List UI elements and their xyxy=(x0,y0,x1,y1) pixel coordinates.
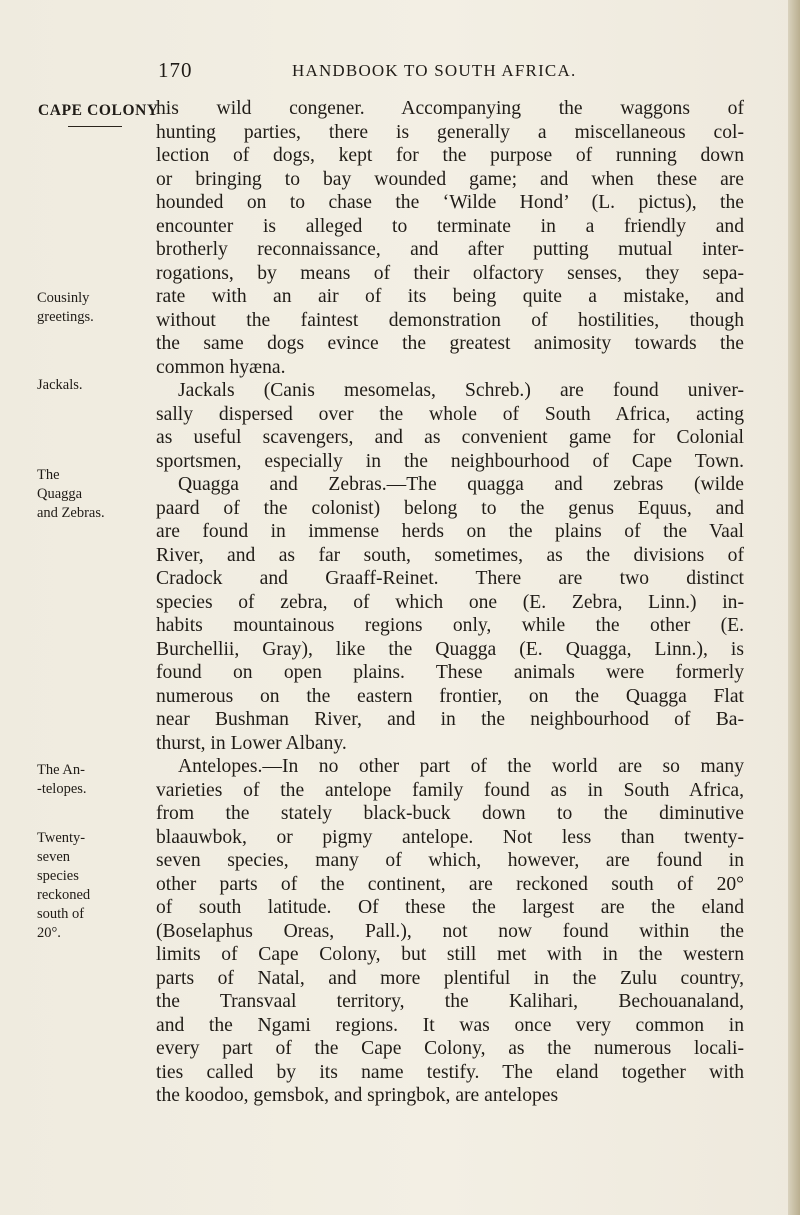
text-line: are found in immense herds on the plains of the Vaal xyxy=(156,521,744,542)
text-line: lection of dogs, kept for the purpose of running down xyxy=(156,145,744,166)
text-line: hounded on to chase the ‘Wilde Hond’ (L. pictus), the xyxy=(156,192,744,213)
margin-note-line: Cousinly xyxy=(37,290,90,306)
margin-note-jackals xyxy=(37,376,149,395)
text-line: and the Ngami regions. It was once very common in xyxy=(156,1014,744,1036)
text-line: River, and as far south, sometimes, as the divisions of xyxy=(156,544,744,566)
text-line: his wild congener. Accompanying the waggons of xyxy=(156,98,744,119)
text-line: Cradock and Graaff-Reinet. There are two distinct xyxy=(156,568,744,589)
text-line: habits mountainous regions only, while the other (E. xyxy=(156,615,744,636)
text-line: of south latitude. Of these the largest are the eland xyxy=(156,897,744,918)
margin-notes xyxy=(0,0,160,1215)
text-line: seven species, many of which, however, are found in xyxy=(156,850,744,871)
margin-note-cousinly xyxy=(37,289,149,327)
text-line: near Bushman River, and in the neighbourhood of Ba- xyxy=(156,709,744,730)
text-line: common hyæna. xyxy=(156,356,286,378)
text-line: from the stately black-buck down to the diminutive xyxy=(156,803,744,824)
text-line: sportsmen, especially in the neighbourhood of Cape Town. xyxy=(156,450,744,472)
margin-note-antelopes xyxy=(37,761,149,799)
margin-note-line: greetings. xyxy=(37,309,94,325)
text-line: encounter is alleged to terminate in a friendly and xyxy=(156,215,744,237)
text-line: numerous on the eastern frontier, on the Quagga Flat xyxy=(156,685,744,707)
text-line: Burchellii, Gray), like the Quagga (E. Quagga, Linn.), is xyxy=(156,638,744,660)
text-line: rate with an air of its being quite a mistake, and xyxy=(156,286,744,307)
margin-note-line: reckoned xyxy=(37,887,91,903)
text-line: ties called by its name testify. The eland together with xyxy=(156,1061,744,1083)
margin-note-line: seven xyxy=(37,849,71,865)
text-line: the same dogs evince the greatest animosity towards the xyxy=(156,333,744,354)
text-line: brotherly reconnaissance, and after putting mutual inter- xyxy=(156,239,744,260)
margin-note-line: The An- xyxy=(37,762,85,778)
margin-note-quagga xyxy=(37,466,149,523)
section-label: CAPE COLONY xyxy=(38,102,159,119)
margin-note-line: species xyxy=(37,868,79,884)
margin-note-line: Quagga xyxy=(37,486,83,502)
text-line: found on open plains. These animals were formerly xyxy=(156,662,744,683)
text-line: sally dispersed over the whole of South Africa, acting xyxy=(156,403,744,425)
running-head: HANDBOOK TO SOUTH AFRICA. xyxy=(292,61,577,80)
margin-note-line: The xyxy=(37,467,60,483)
text-line: (Boselaphus Oreas, Pall.), not now found within the xyxy=(156,920,744,942)
text-line: varieties of the antelope family found as in South Africa, xyxy=(156,779,744,801)
text-line: other parts of the continent, are reckoned south of 20° xyxy=(156,873,744,895)
text-line: paard of the colonist) belong to the genus Equus, and xyxy=(156,497,744,519)
text-line: Jackals (Canis mesomelas, Schreb.) are found univer- xyxy=(178,380,744,401)
text-line: parts of Natal, and more plentiful in the Zulu country, xyxy=(156,967,744,989)
text-line: blaauwbok, or pigmy antelope. Not less than twenty- xyxy=(156,826,744,848)
margin-note-line: Jackals. xyxy=(37,377,83,393)
margin-note-line: 20°. xyxy=(37,925,61,941)
text-line: every part of the Cape Colony, as the numerous locali- xyxy=(156,1038,744,1059)
page-number: 170 xyxy=(158,58,193,82)
margin-note-line: and Zebras. xyxy=(37,505,105,521)
text-line: rogations, by means of their olfactory senses, they sepa- xyxy=(156,262,744,284)
text-line: without the faintest demonstration of hostilities, though xyxy=(156,309,744,331)
margin-note-line: -telopes. xyxy=(37,781,87,797)
text-line: as useful scavengers, and as convenient game for Colonial xyxy=(156,427,744,448)
text-line: limits of Cape Colony, but still met with in the western xyxy=(156,944,744,965)
text-line: species of zebra, of which one (E. Zebra, Linn.) in- xyxy=(156,591,744,613)
text-line: Antelopes.—In no other part of the world are so many xyxy=(178,756,744,777)
text-line: or bringing to bay wounded game; and when these are xyxy=(156,168,744,190)
margin-note-twenty-seven xyxy=(37,829,149,943)
margin-note-line: south of xyxy=(37,906,85,922)
text-line: Quagga and Zebras.—The quagga and zebras (wilde xyxy=(178,474,744,495)
page-edge xyxy=(788,0,800,1215)
body-text xyxy=(156,97,744,1108)
text-line: the koodoo, gemsbok, and springbok, are antelopes xyxy=(156,1085,559,1106)
text-line: the Transvaal territory, the Kalihari, Bechouanaland, xyxy=(156,991,744,1012)
text-line: thurst, in Lower Albany. xyxy=(156,732,347,754)
section-rule xyxy=(68,126,122,127)
margin-note-line: Twenty- xyxy=(37,830,86,846)
text-line: hunting parties, there is generally a miscellaneous col- xyxy=(156,121,744,143)
